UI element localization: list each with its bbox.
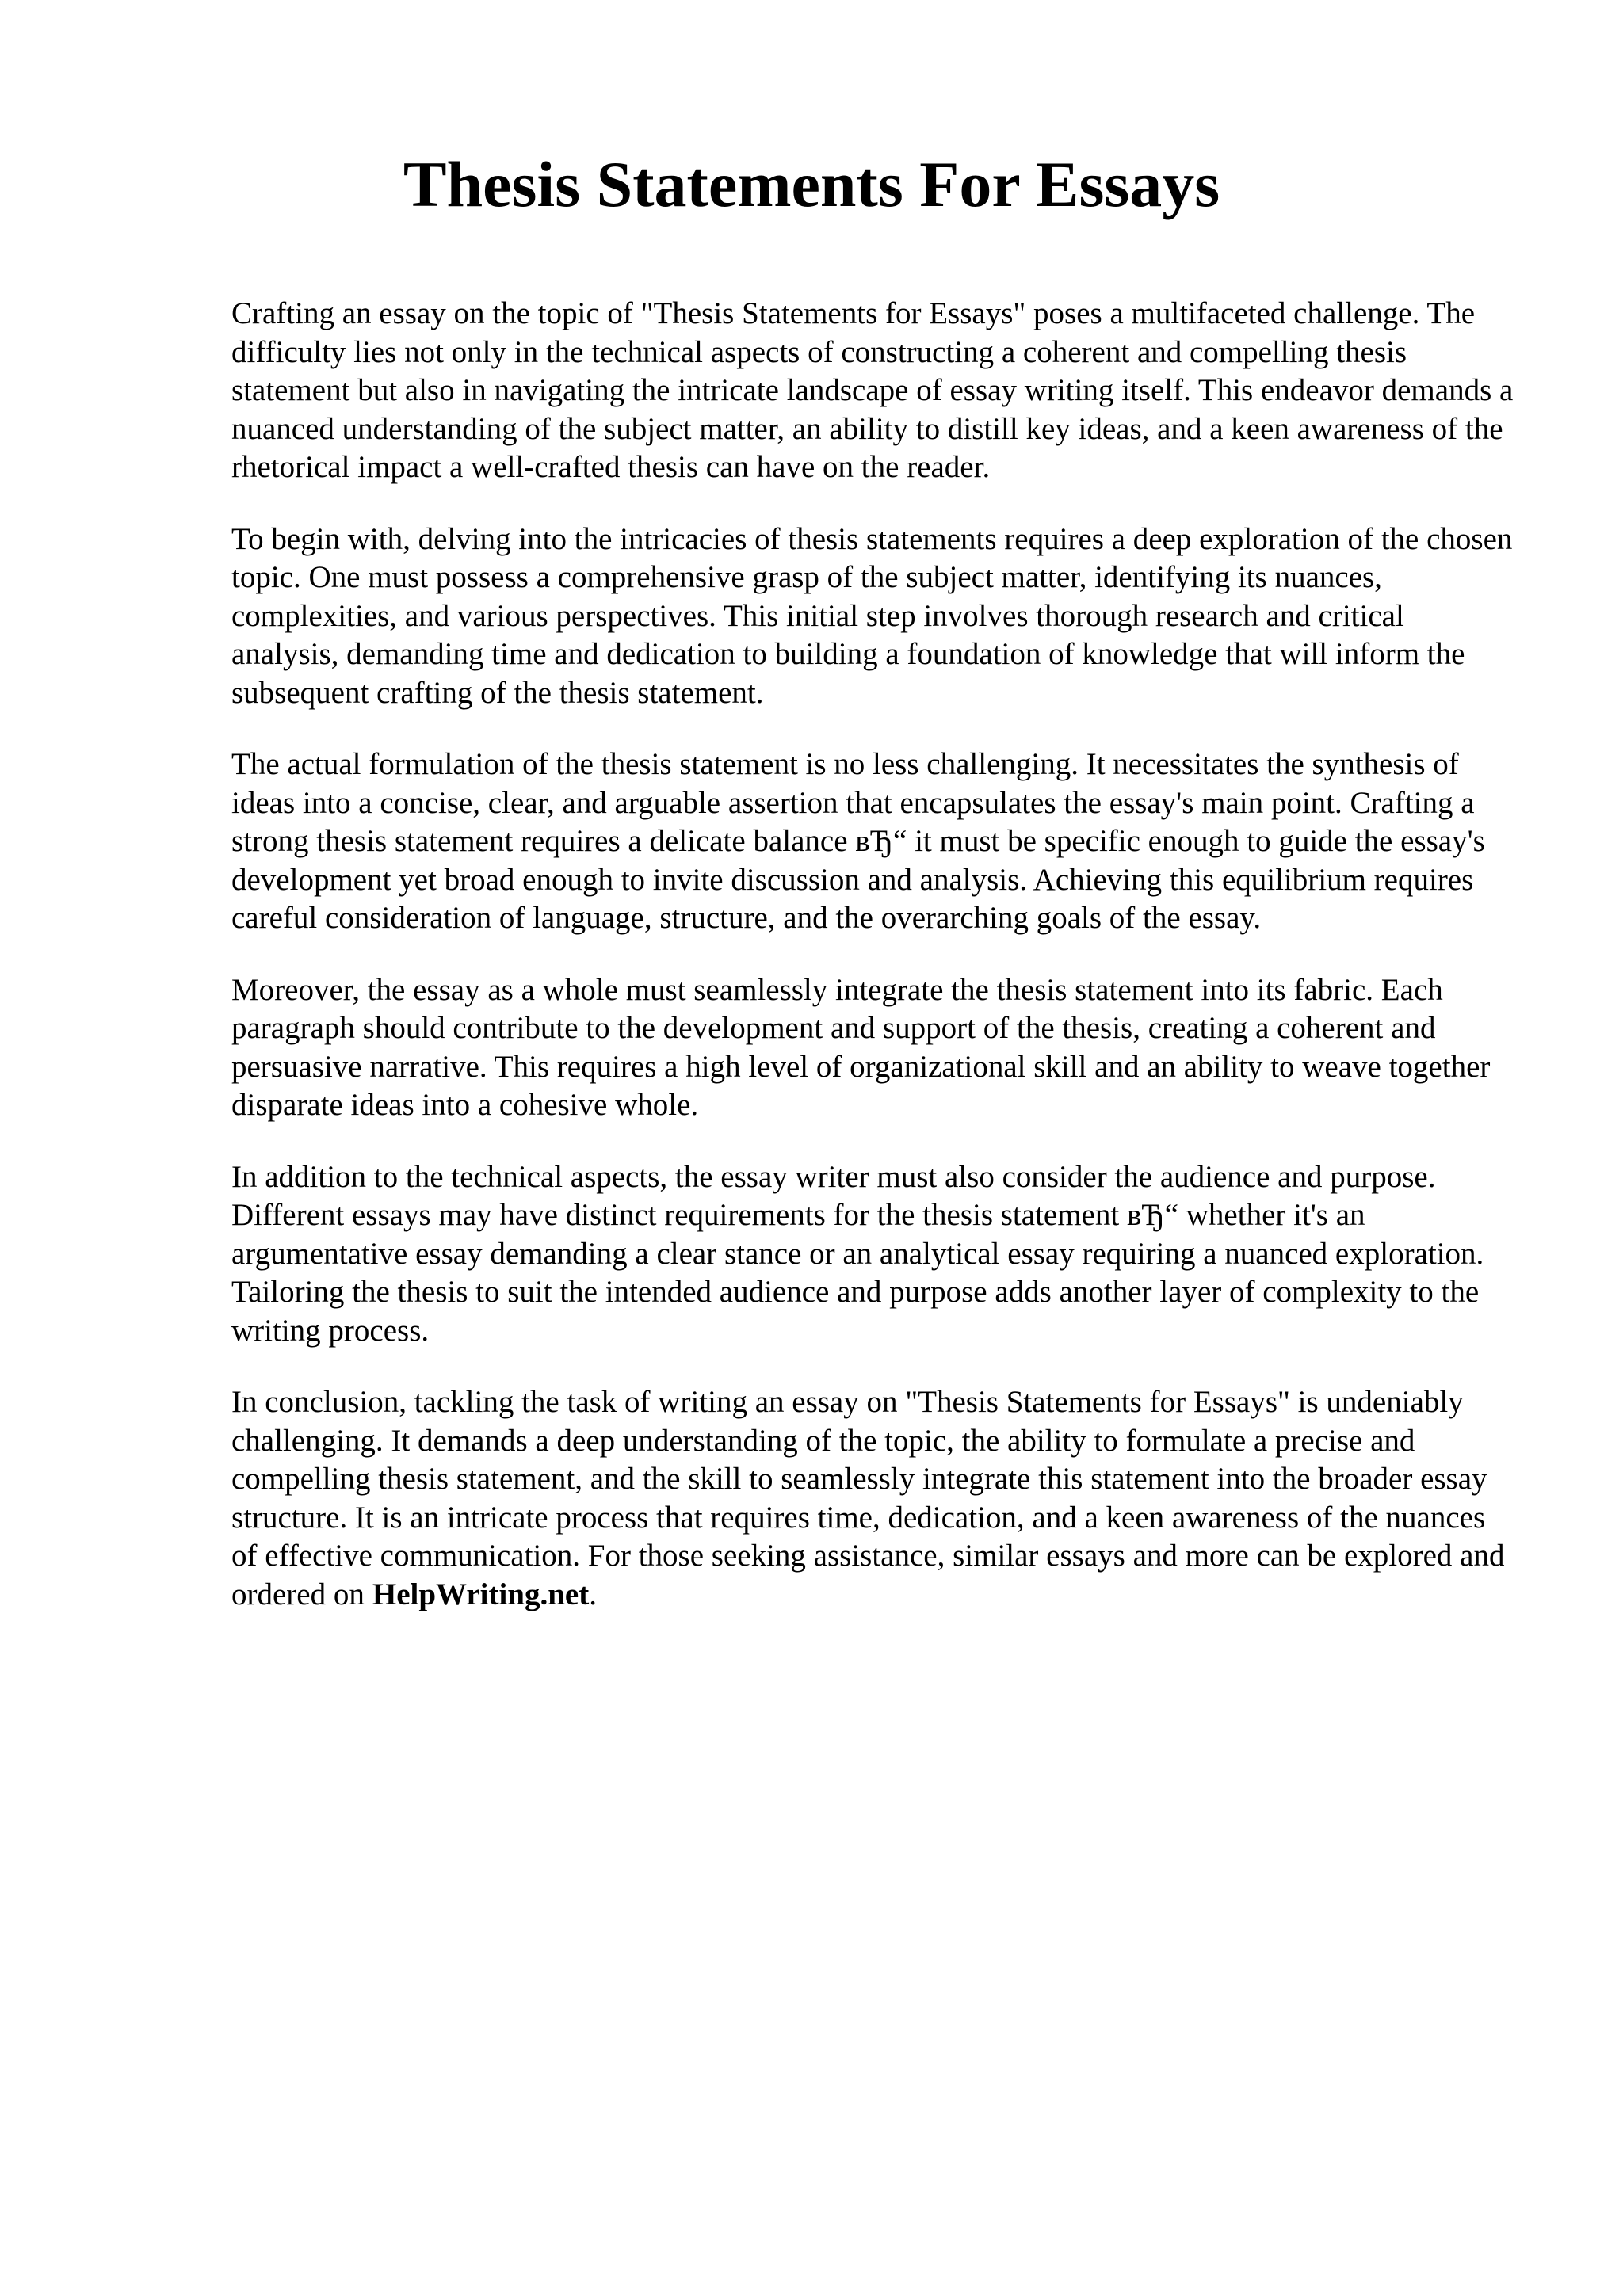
helpwriting-link[interactable]: HelpWriting.net <box>372 1577 590 1611</box>
paragraph-conclusion <box>231 1383 1515 1614</box>
document-body <box>231 295 1515 1647</box>
document-title: Thesis Statements For Essays <box>403 148 1220 220</box>
paragraph-1: Crafting an essay on the topic of "Thesis Statements for Essays" poses a multifaceted challenge. The difficulty lies not only in the technical aspects of constructing a coherent and compelling thesis statement but also in navigating the intricate landscape of essay writing itself. This endeavor demands a nuanced understanding of the subject matter, an ability to distill key ideas, and a keen awareness of the rhetorical impact a well-crafted thesis can have on the reader. <box>231 296 1514 484</box>
conclusion-text: In conclusion, tackling the task of writing an essay on "Thesis Statements for Essays" is undeniably challenging. It demands a deep understanding of the topic, the ability to formulate a precise and compelling thesis statement, and the skill to seamlessly integrate this statement into the broader essay structure. It is an intricate process that requires time, dedication, and a keen awareness of the nuances of effective communication. For those seeking assistance, similar essays and more can be explored and ordered on <box>231 1385 1505 1611</box>
paragraph-5: In addition to the technical aspects, the essay writer must also consider the audience and purpose. Different essays may have distinct requirements for the thesis statement вЂ“ whether it's an argumentative essay demanding a clear stance or an analytical essay requiring a nuanced exploration. Tailoring the thesis to suit the intended audience and purpose adds another layer of complexity to the writing process. <box>231 1159 1484 1348</box>
paragraph-2: To begin with, delving into the intricacies of thesis statements requires a deep exploration of the chosen topic. One must possess a comprehensive grasp of the subject matter, identifying its nuances, complexities, and various perspectives. This initial step involves thorough research and critical analysis, demanding time and dedication to building a foundation of knowledge that will inform the subsequent crafting of the thesis statement. <box>231 521 1513 710</box>
paragraph-3: The actual formulation of the thesis statement is no less challenging. It necessitates the synthesis of ideas into a concise, clear, and arguable assertion that encapsulates the essay's main point. Crafting a strong thesis statement requires a delicate balance вЂ“ it must be specific enough to guide the essay's development yet broad enough to invite discussion and analysis. Achieving this equilibrium requires careful consideration of language, structure, and the overarching goals of the essay. <box>231 747 1485 935</box>
conclusion-period: . <box>589 1577 597 1611</box>
paragraph-4: Moreover, the essay as a whole must seamlessly integrate the thesis statement into its fabric. Each paragraph should contribute to the development and support of the thesis, creating a coherent and persuasive narrative. This requires a high level of organizational skill and an ability to weave together disparate ideas into a cohesive whole. <box>231 972 1491 1122</box>
